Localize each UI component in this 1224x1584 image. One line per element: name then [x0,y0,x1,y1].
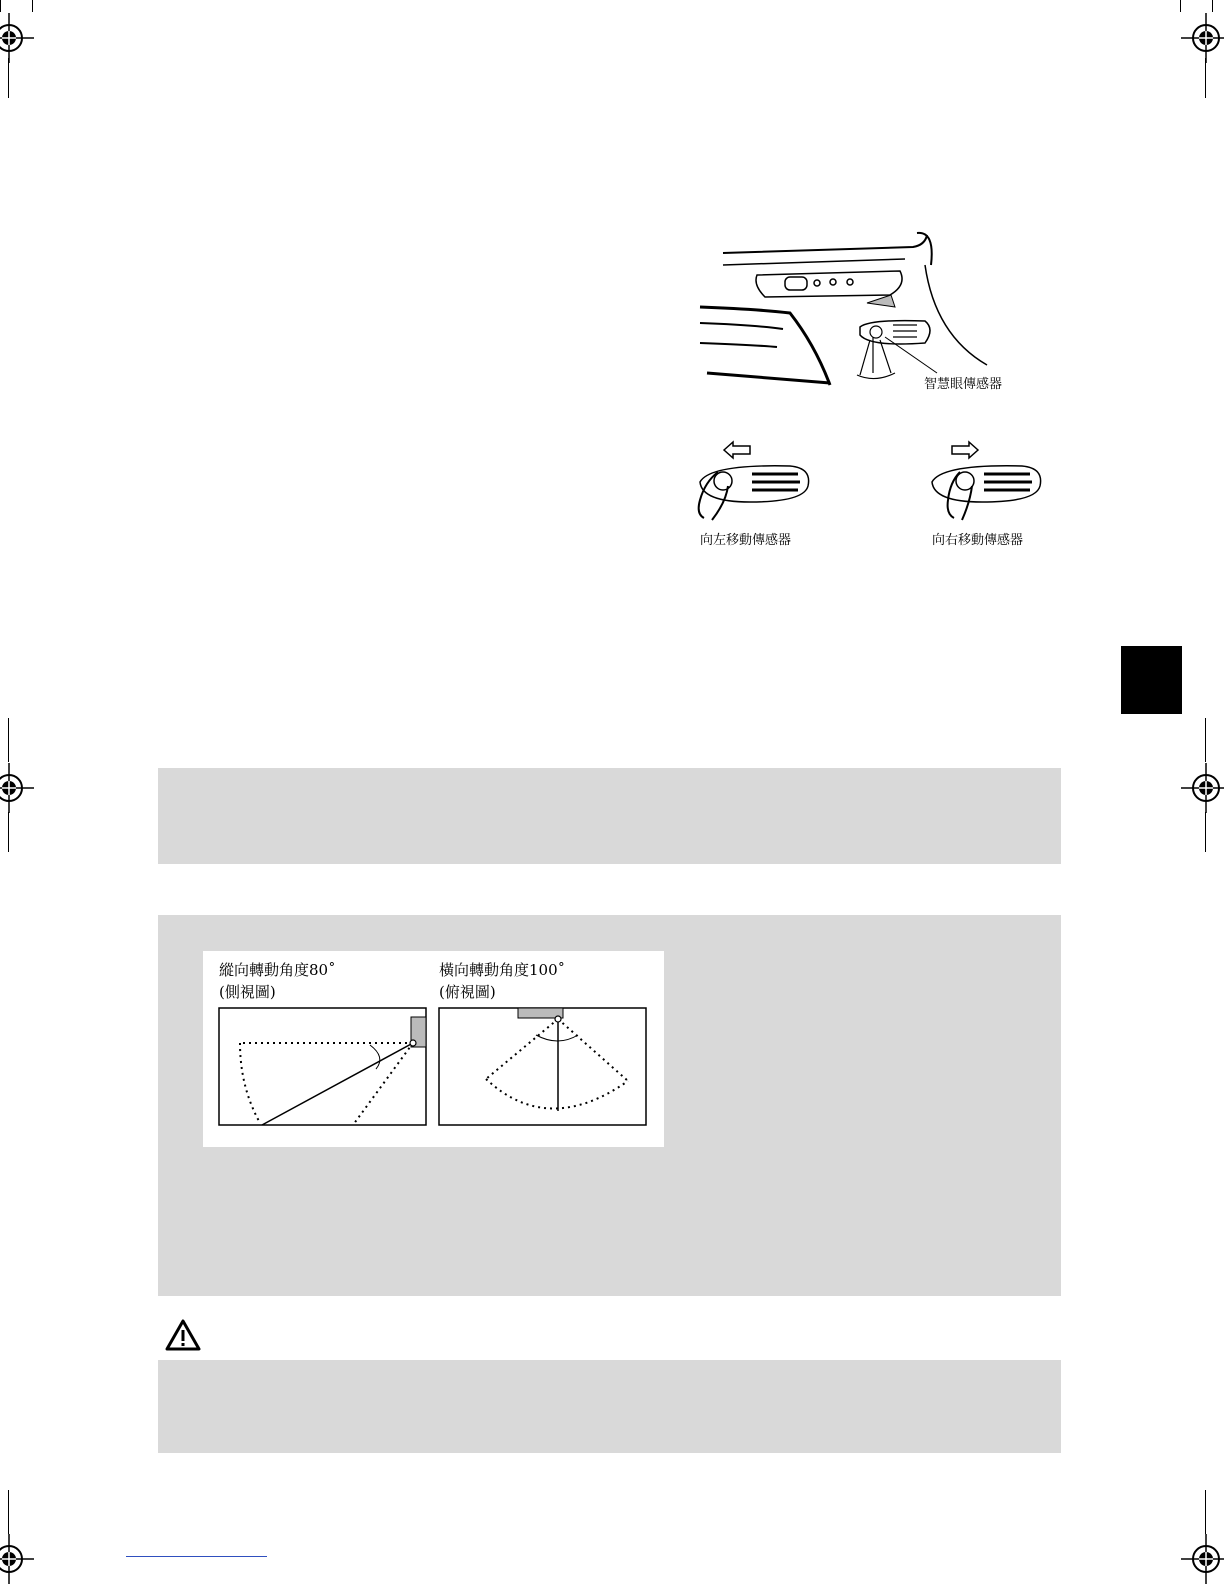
section-tab-marker [1121,646,1182,714]
rotation-angle-panel [203,951,664,1147]
trim-line [1212,0,1213,12]
warning-triangle-icon [164,1318,202,1352]
sensor-move-right-illustration [922,462,1047,527]
warning-note-box [158,1360,1061,1453]
trim-line [32,0,33,12]
trim-line [8,812,9,852]
sensor-label: 智慧眼傳感器 [924,377,1003,392]
registration-mark-icon [0,13,34,63]
vertical-angle-title: 縱向轉動角度80˚ [219,961,336,979]
horizontal-view-label: (俯視圖) [439,983,496,1001]
top-view-diagram [438,1007,648,1127]
registration-mark-icon [1181,763,1224,813]
sensor-move-left-illustration [690,462,815,527]
trim-line [0,0,1,12]
horizontal-angle-title: 橫向轉動角度100˚ [439,961,566,979]
trim-line [8,718,9,762]
footer-rule [126,1556,267,1557]
move-right-label: 向右移動傳感器 [932,533,1024,548]
move-left-label: 向左移動傳感器 [700,533,792,548]
trim-line [1205,58,1206,98]
arrow-left-icon [722,440,752,460]
vertical-view-label: (側視圖) [219,983,276,1001]
trim-line [1205,718,1206,762]
arrow-right-icon [948,440,980,460]
side-view-diagram [218,1007,428,1127]
trim-line [8,1490,9,1534]
trim-line [1180,0,1181,12]
registration-mark-icon [1181,1534,1224,1584]
trim-line [1205,1490,1206,1534]
note-box [158,768,1061,864]
trim-line [1205,812,1206,852]
registration-mark-icon [0,1534,34,1584]
registration-mark-icon [0,763,34,813]
trim-line [8,58,9,98]
registration-mark-icon [1181,13,1224,63]
